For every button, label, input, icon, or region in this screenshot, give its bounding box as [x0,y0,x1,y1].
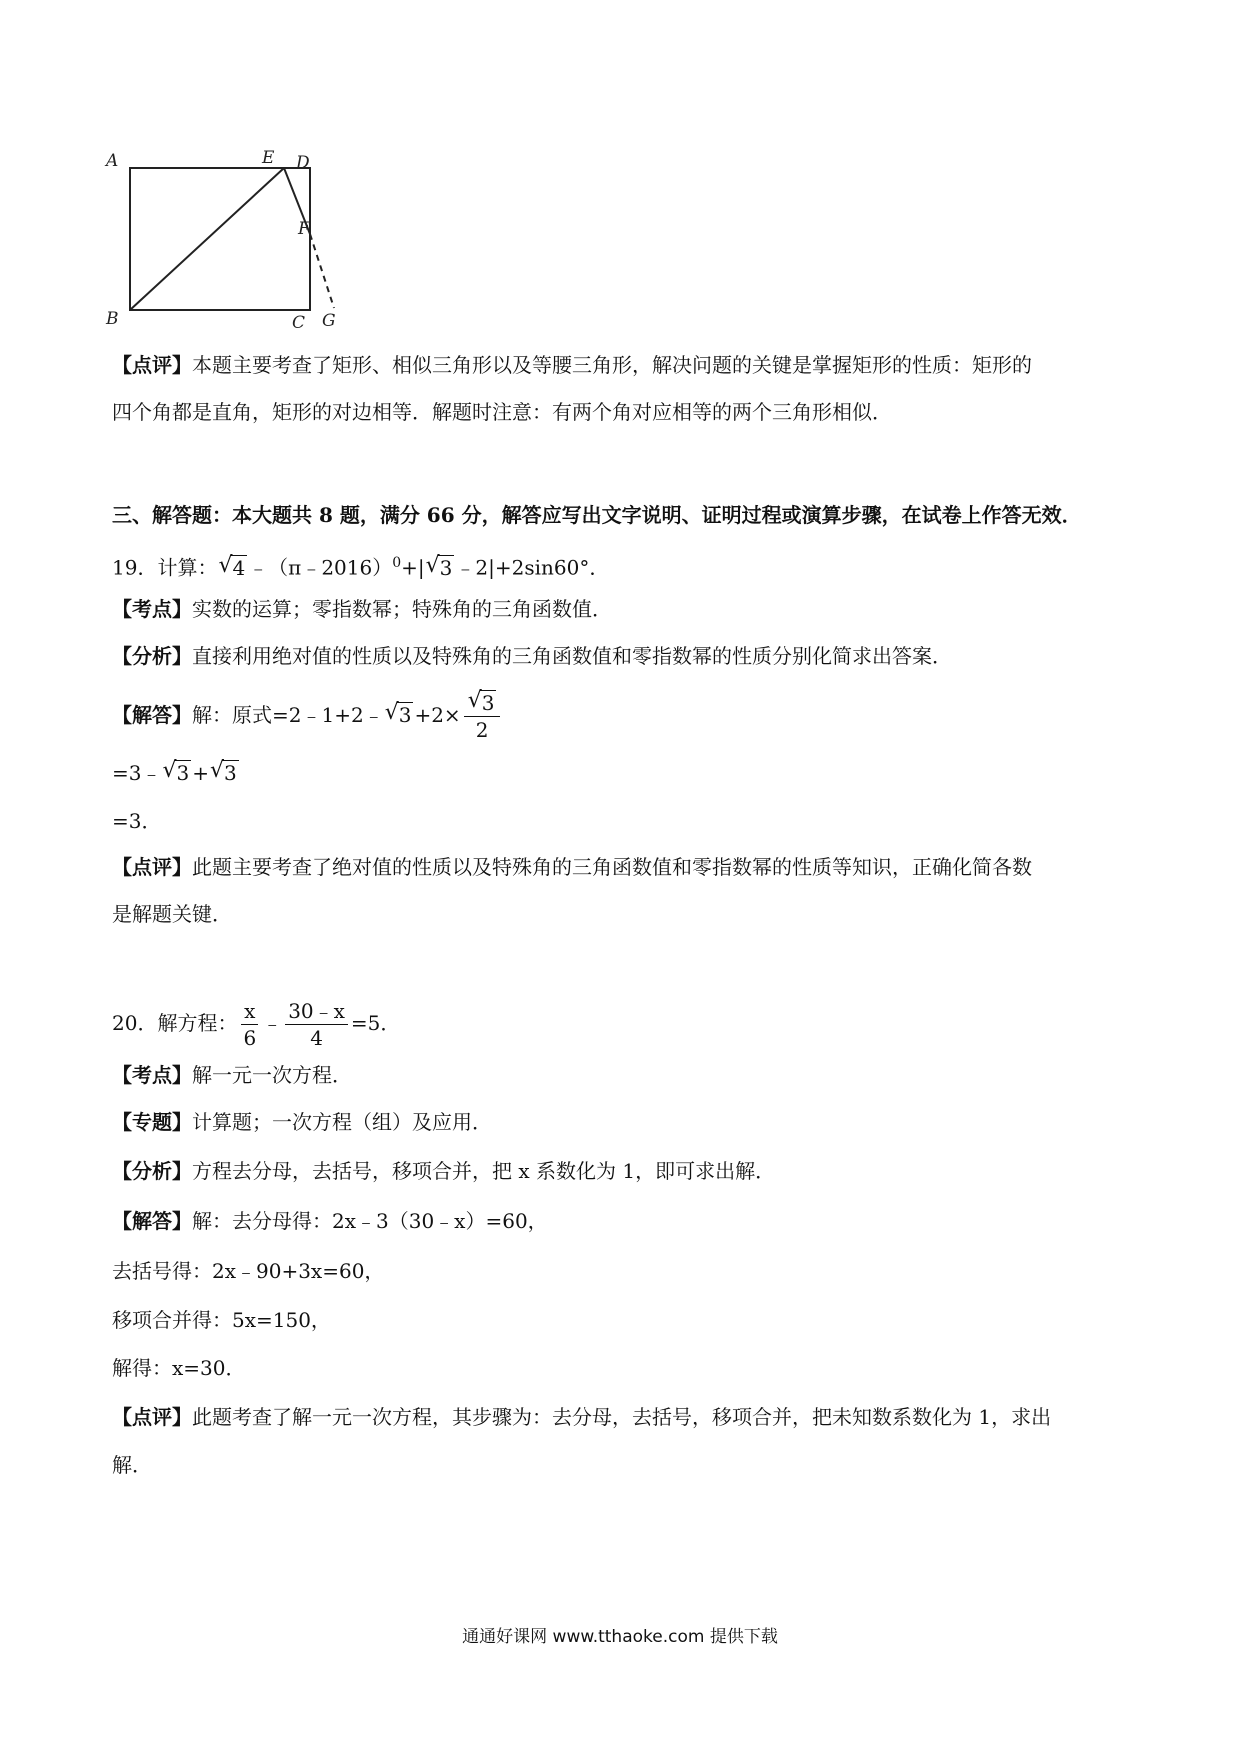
q20-dianping1: 【点评】此题考查了解一元一次方程，其步骤为：去分母，去括号，移项合并，把未知数系数化为 1，求出 [112,1405,1052,1429]
review18-tag: 【点评】 [112,353,192,377]
frac-x-over-6: $\frac{x}{6}$ [240,998,259,1051]
review18-text2: 四个角都是直角，矩形的对边相等．解题时注意：有两个角对应相等的两个三角形相似． [112,400,892,424]
q20-problem: 20．解方程： $\frac{x}{6}$ ﹣ $\frac{30﹣x}{4}$ =5． [112,999,401,1050]
review18-line2 [112,397,892,427]
q20-dianping2: 解． [112,1453,152,1477]
q19-problem [112,548,609,583]
section3-title: 三、解答题：本大题共 8 题，满分 66 分，解答应写出文字说明、证明过程或演算步骤，在试卷上作答无效． [112,503,1082,527]
q20-zhuanti: 【专题】计算题；一次方程（组）及应用． [112,1110,492,1134]
q19-part2: +| [401,555,425,580]
footer-download-notice: 通通好课网 www.tthaoke.com 提供下载 [462,1627,778,1647]
rectangle-geometry-figure [106,148,392,338]
frac-30-minus-x-over-4: $\frac{30﹣x}{4}$ [285,998,348,1051]
q19-dianping1: 【点评】此题主要考查了绝对值的性质以及特殊角的三角函数值和零指数幂的性质等知识，正确化简各数 [112,855,1032,879]
sqrt-3: √ 3 [425,552,453,580]
label-b: B [106,309,119,329]
q20-kaodian: 【考点】解一元一次方程． [112,1063,352,1087]
q19-jieda: 【解答】解：原式=2﹣1+2﹣ √ 3 +2× √ 3 2 [112,690,503,743]
q19-part3: ﹣2|+2sin60°． [455,555,610,580]
segment-fg-dashed [310,234,334,308]
q19-part1: ﹣（π﹣2016） [248,555,393,580]
q20-jieda: 【解答】解：去分母得：2x﹣3（30﹣x）=60， [112,1209,548,1233]
label-d: D [296,153,310,173]
label-f: F [298,219,310,239]
q19-dianping2: 是解题关键． [112,902,232,926]
review18-line1 [112,350,1032,380]
label-c: C [292,313,306,333]
q20-step2: 去括号得：2x﹣90+3x=60， [112,1259,385,1283]
label-g: G [322,311,336,331]
review18-text1: 本题主要考查了矩形、相似三角形以及等腰三角形，解决问题的关键是掌握矩形的性质：矩形的 [192,353,1032,377]
sqrt-4: √ 4 [218,552,246,580]
q20-fenxi: 【分析】方程去分母，去括号，移项合并，把 x 系数化为 1，即可求出解． [112,1159,776,1183]
q20-step4: 解得：x=30． [112,1356,246,1380]
label-e: E [262,148,275,168]
label-a: A [106,151,119,171]
q19-step3: =3． [112,809,162,833]
rectangle-abcd [130,168,310,310]
q19-exponent: 0 [392,555,402,571]
frac-sqrt3-over-2: √ 3 2 [464,690,501,743]
q19-fenxi: 【分析】直接利用绝对值的性质以及特殊角的三角函数值和零指数幂的性质分别化简求出答案． [112,644,952,668]
q19-prefix: 19．计算： [112,555,218,580]
segment-be [130,168,284,310]
q20-step3: 移项合并得：5x=150， [112,1308,331,1332]
q19-kaodian: 【考点】实数的运算；零指数幂；特殊角的三角函数值． [112,597,612,621]
q19-step2: =3﹣ √ 3 + √ 3 [112,758,237,785]
